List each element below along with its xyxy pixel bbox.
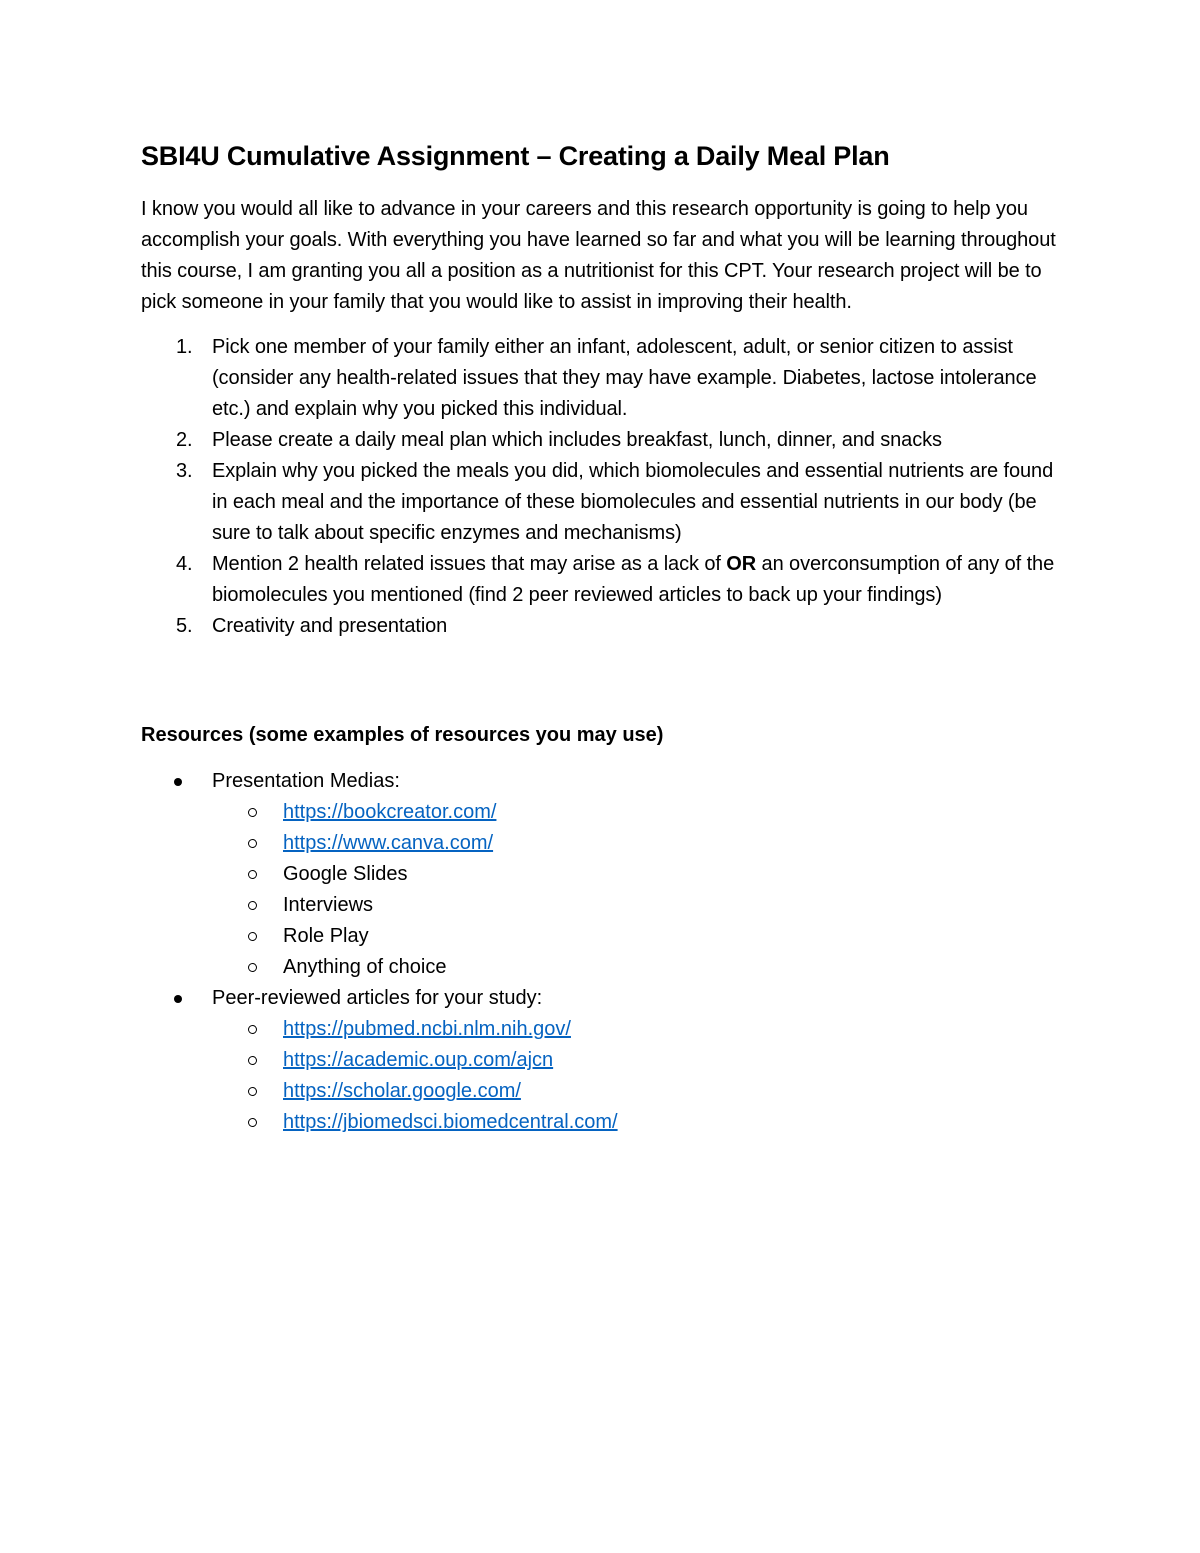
hollow-bullet-icon: [248, 1025, 257, 1034]
list-item: [141, 1045, 1071, 1076]
ajcn-link[interactable]: https://academic.oup.com/ajcn: [283, 1049, 554, 1072]
bullet-dot-icon: [174, 778, 182, 786]
list-item-text: Role Play: [283, 925, 369, 948]
list-item: [141, 1076, 1071, 1107]
article-source-list: [141, 1014, 1071, 1138]
list-item: [141, 828, 1071, 859]
hollow-bullet-icon: [248, 839, 257, 848]
task-item: [141, 332, 1071, 425]
intro-paragraph: I know you would all like to advance in your careers and this research opportunity is going to help you accomplish your goals. With everything you have learned so far and what you will be learning throughout this course, I am granting you all a position as a nutritionist for this CPT. Your research project will be to pick someone in your family that you would like to assist in improving their health.: [141, 198, 1056, 314]
task-text-before: Mention 2 health related issues that may arise as a lack of: [212, 553, 727, 576]
list-item: [141, 952, 1071, 983]
task-text-after: an overconsumption of any of the biomolecules you mentioned (find 2 peer reviewed articles to back up your findings): [212, 553, 1055, 607]
task-text: Creativity and presentation: [212, 615, 448, 638]
hollow-bullet-icon: [248, 963, 257, 972]
resources-heading: Resources (some examples of resources you may use): [141, 724, 664, 747]
task-number: 1.: [176, 336, 193, 359]
list-item-text: Google Slides: [283, 863, 408, 886]
list-item: [141, 1014, 1071, 1045]
hollow-bullet-icon: [248, 808, 257, 817]
task-text: Explain why you picked the meals you did, which biomolecules and essential nutrients are found in each meal and the importance of these biomolecules and essential nutrients in our body (be sure to talk about specific enzymes and mechanisms): [212, 460, 1054, 545]
task-text-emphasis: OR: [726, 553, 757, 576]
hollow-bullet-icon: [248, 1087, 257, 1096]
task-item: [141, 611, 1071, 642]
hollow-bullet-icon: [248, 1118, 257, 1127]
bullet-dot-icon: [174, 995, 182, 1003]
list-item-text: Anything of choice: [283, 956, 447, 979]
document-title: SBI4U Cumulative Assignment – Creating a Daily Meal Plan: [141, 141, 890, 171]
jbiomedsci-link[interactable]: https://jbiomedsci.biomedcentral.com/: [283, 1111, 618, 1134]
list-item: [141, 1107, 1071, 1138]
presentation-media-list: [141, 797, 1071, 983]
list-item-text: Interviews: [283, 894, 374, 917]
resource-category-label: Peer-reviewed articles for your study:: [212, 987, 543, 1010]
resource-category-presentation: [141, 766, 1071, 983]
list-item: [141, 859, 1071, 890]
task-number: 2.: [176, 429, 193, 452]
canva-link[interactable]: https://www.canva.com/: [283, 832, 494, 855]
task-item: [141, 456, 1071, 549]
task-number: 5.: [176, 615, 193, 638]
hollow-bullet-icon: [248, 932, 257, 941]
resources-list: [141, 766, 1071, 1138]
hollow-bullet-icon: [248, 1056, 257, 1065]
pubmed-link[interactable]: https://pubmed.ncbi.nlm.nih.gov/: [283, 1018, 571, 1041]
task-text: Pick one member of your family either an infant, adolescent, adult, or senior citizen to assist (consider any health-related issues that they may have example. Diabetes, lactose intolerance etc.) and explain why you picked this individual.: [212, 336, 1037, 421]
hollow-bullet-icon: [248, 901, 257, 910]
hollow-bullet-icon: [248, 870, 257, 879]
task-list: [141, 332, 1071, 642]
document-page: [141, 140, 1071, 1138]
google-scholar-link[interactable]: https://scholar.google.com/: [283, 1080, 521, 1103]
list-item: [141, 921, 1071, 952]
task-text: Please create a daily meal plan which includes breakfast, lunch, dinner, and snacks: [212, 429, 942, 452]
task-item: [141, 425, 1071, 456]
list-item: [141, 890, 1071, 921]
task-item: [141, 549, 1071, 611]
task-number: 3.: [176, 460, 193, 483]
task-number: 4.: [176, 553, 193, 576]
list-item: [141, 797, 1071, 828]
resource-category-label: Presentation Medias:: [212, 770, 400, 793]
bookcreator-link[interactable]: https://bookcreator.com/: [283, 801, 497, 824]
resource-category-articles: [141, 983, 1071, 1138]
